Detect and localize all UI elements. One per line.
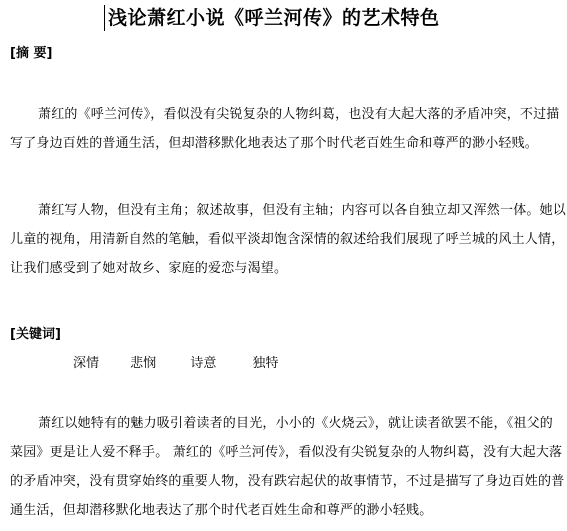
abstract-paragraph-1: 萧红的《呼兰河传》，看似没有尖锐复杂的人物纠葛，也没有大起大落的矛盾冲突，不过描写了身边百姓的普通生活，但却潜移默化地表达了那个时代老百姓生命和尊严的渺小轻贱。: [10, 107, 560, 151]
body-paragraph-1: 萧红以她特有的魅力吸引着读者的目光，小小的《火烧云》，就让读者欲罢不能，《祖父的菜园》更是让人爱不释手。 萧红的《呼兰河传》，看似没有尖锐复杂的人物纠葛，没有大起大落的矛盾冲突，没有贯穿始终的重要人物，没有跌宕起伏的故事情节，不过是描写了身边百姓的普通生活，但却潜移默化地表达了那个时代老百姓生命和尊严的渺小轻贱。: [10, 416, 565, 518]
keywords-list: [73, 356, 278, 372]
keyword: 深情: [73, 356, 100, 371]
keyword: 独特: [252, 356, 279, 371]
keywords-heading: [关键词]: [10, 327, 61, 342]
text-cursor: [104, 5, 105, 31]
keyword: 悲悯: [130, 356, 157, 371]
abstract-heading: [摘 要]: [10, 46, 53, 61]
document-title: 浅论萧红小说《呼兰河传》的艺术特色: [108, 7, 440, 29]
abstract-paragraph-2: 萧红写人物，但没有主角；叙述故事，但没有主轴；内容可以各自独立却又浑然一体。她以儿童的视角，用清新自然的笔触，看似平淡却饱含深情的叙述给我们展现了呼兰城的风土人情，让我们感受到了她对故乡、家庭的爱恋与渴望。: [10, 203, 567, 276]
keyword: 诗意: [190, 356, 217, 371]
